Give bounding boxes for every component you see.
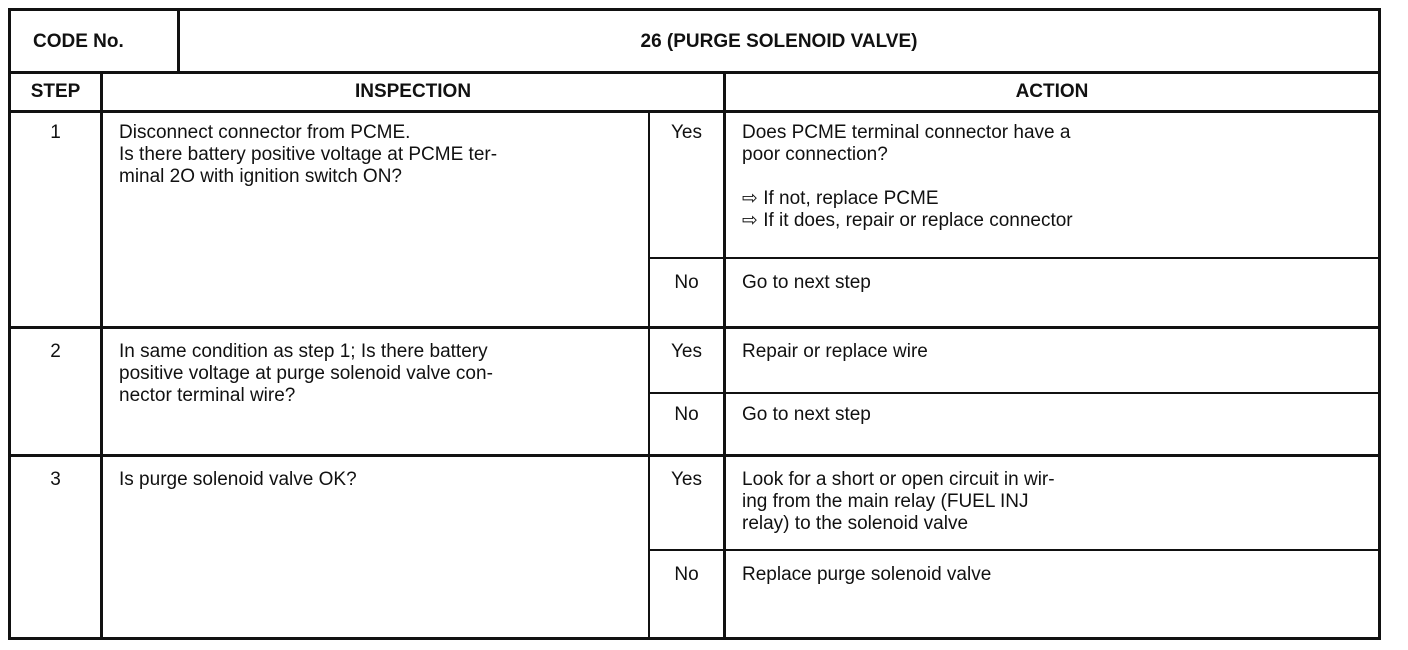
action-line: ⇨ If not, replace PCME [742, 188, 939, 209]
action-column-header: ACTION [1015, 81, 1089, 102]
action-line: Does PCME terminal connector have a [742, 122, 1071, 143]
inspection-text [119, 122, 497, 188]
action-line: Look for a short or open circuit in wir- [742, 469, 1055, 490]
yes-no-column-divider [648, 111, 650, 640]
no-label: No [674, 272, 699, 293]
inspection-table [8, 8, 1381, 640]
yes-action-text [742, 469, 1055, 535]
step1-bottom-divider [11, 326, 1378, 329]
step3-yes-no-divider [650, 549, 1378, 551]
inspection-line: nector terminal wire? [119, 385, 296, 406]
action-line: Repair or replace wire [742, 341, 928, 362]
step-number: 2 [50, 341, 61, 362]
no-action-text [742, 272, 871, 294]
no-action-text [742, 404, 871, 426]
action-line: Go to next step [742, 272, 871, 293]
yes-action-text [742, 341, 928, 363]
action-line [742, 166, 1073, 188]
step-column-header: STEP [30, 81, 81, 102]
inspection-text [119, 469, 357, 491]
inspection-line: In same condition as step 1; Is there battery [119, 341, 488, 362]
inspection-line: positive voltage at purge solenoid valve con- [119, 363, 493, 384]
no-label: No [674, 564, 699, 585]
yes-label: Yes [671, 341, 702, 362]
yes-action-text [742, 122, 1073, 232]
inspection-column-header: INSPECTION [354, 81, 472, 102]
yes-label: Yes [671, 122, 702, 143]
yes-label: Yes [671, 469, 702, 490]
step-number: 3 [50, 469, 61, 490]
action-line: relay) to the solenoid valve [742, 513, 969, 534]
inspection-line: Is there battery positive voltage at PCME ter- [119, 144, 498, 165]
no-action-text [742, 564, 991, 586]
action-line: Go to next step [742, 404, 871, 425]
step2-bottom-divider [11, 454, 1378, 457]
step-column-divider [100, 72, 103, 640]
step-number: 1 [50, 122, 61, 143]
step2-yes-no-divider [650, 392, 1378, 394]
inspection-line: Is purge solenoid valve OK? [119, 469, 357, 490]
header-divider [11, 71, 1378, 74]
action-line: Replace purge solenoid valve [742, 564, 992, 585]
code-title: 26 (PURGE SOLENOID VALVE) [640, 31, 918, 52]
step1-yes-no-divider [650, 257, 1378, 259]
action-line: ⇨ If it does, repair or replace connector [742, 210, 1073, 231]
inspection-line: Disconnect connector from PCME. [119, 122, 411, 143]
inspection-line: minal 2O with ignition switch ON? [119, 166, 402, 187]
action-line: poor connection? [742, 144, 888, 165]
action-column-divider [723, 72, 726, 640]
no-label: No [674, 404, 699, 425]
inspection-text [119, 341, 493, 407]
action-line: ing from the main relay (FUEL INJ [742, 491, 1029, 512]
code-label: CODE No. [33, 31, 124, 52]
column-header-divider [11, 110, 1378, 113]
